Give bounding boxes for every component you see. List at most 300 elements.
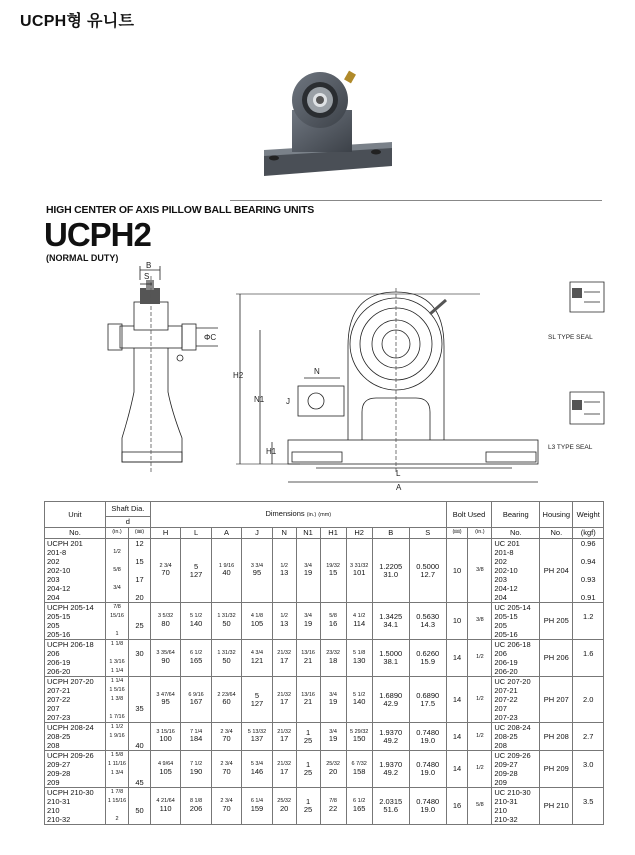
- shaft-in-cell-line: [107, 539, 127, 548]
- dim-value: 20: [279, 803, 289, 813]
- weight-cell-line: [574, 548, 602, 557]
- bearing-no-cell-line: UC 210-30: [494, 788, 531, 797]
- dim-cell-h: [150, 677, 180, 723]
- dim-cell-l: [181, 677, 211, 723]
- dim-cell-h: [150, 788, 180, 825]
- shaft-mm-cell-line: 30: [135, 649, 144, 658]
- bearing-no-cell-line: 202: [494, 557, 507, 566]
- bearing-no-cell-line: 206-19: [494, 658, 518, 667]
- weight-cell-line: 0.96: [580, 539, 596, 548]
- dim-value: 3/4: [304, 613, 312, 620]
- dim-value: 70: [222, 766, 231, 776]
- weight-cell-line: [574, 723, 602, 732]
- dim-cell-h: [150, 640, 180, 677]
- dim-cell-j: [242, 723, 272, 751]
- dim-value: 8 1/8: [189, 798, 203, 805]
- bearing-header: Bearing: [492, 502, 540, 528]
- dim-value: 3 15/16: [156, 728, 175, 735]
- dim-label-h: N1: [254, 395, 265, 404]
- bearing-no-cell-line: 210-32: [494, 815, 518, 824]
- dim-value: 25: [303, 768, 313, 777]
- dim-value: 1.3425: [379, 612, 403, 622]
- dim-cell-h1: [320, 788, 346, 825]
- dim-label-h2: H2: [233, 371, 244, 380]
- col-s: S: [409, 528, 446, 539]
- shaft-in-cell-line: 1 15/16: [107, 798, 127, 804]
- shaft-in-cell-line: [107, 593, 127, 602]
- bolt-in-cell: 5/8: [468, 788, 492, 825]
- dim-value: 1: [305, 727, 311, 737]
- shaft-in-cell-line: 1 7/8: [110, 789, 124, 795]
- weight-cell-line: [574, 667, 602, 676]
- dim-cell-a: [211, 751, 241, 788]
- bearing-no-cell-line: 205-15: [494, 612, 518, 621]
- table-row: [45, 640, 604, 677]
- weight-cell-line: 1.2: [582, 612, 594, 621]
- weight-cell-line: [574, 603, 602, 612]
- dim-value: 40: [222, 568, 231, 578]
- dim-cell-j: [242, 603, 272, 640]
- bearing-no-cell-line: UC 207-20: [494, 677, 531, 686]
- dim-value: 1.5000: [379, 649, 403, 659]
- dim-cell-h2: [346, 603, 372, 640]
- unit-no-header: No.: [45, 528, 106, 539]
- dim-value: 3 3/4: [250, 562, 264, 569]
- shaft-in-cell-line: 5/8: [113, 567, 121, 573]
- dim-value: 1.2205: [379, 561, 403, 571]
- sl-seal-inset: [570, 282, 604, 312]
- shaft-mm-cell-line: [130, 751, 149, 760]
- dim-value: 4 1/8: [250, 613, 264, 620]
- dim-value: 23/32: [326, 650, 340, 657]
- dim-value: 140: [189, 618, 203, 628]
- dim-value: 105: [250, 618, 264, 628]
- weight-cell-line: 0.91: [580, 593, 596, 602]
- bearing-no-cell-line: 207: [494, 704, 507, 713]
- weight-cell-line: [574, 686, 602, 695]
- unit-no-cell: [45, 539, 106, 603]
- shaft-in-cell-line: 1 5/16: [109, 687, 125, 693]
- dim-cell-n: [272, 751, 296, 788]
- dim-value: 60: [222, 697, 231, 707]
- dim-value: 1.6890: [379, 690, 403, 700]
- dim-value: 5 13/32: [247, 728, 267, 735]
- unit-no-cell-line: 208-25: [47, 732, 71, 741]
- dim-value: 5 1/2: [353, 691, 366, 698]
- dim-value: 3 31/32: [349, 562, 369, 569]
- bolt-header: Bolt Used: [446, 502, 492, 528]
- dim-cell-n: [272, 788, 296, 825]
- shaft-in-cell-line: 1 3/4: [110, 770, 124, 776]
- dim-value: 6 7/32: [351, 761, 367, 768]
- unit-no-cell-line: 206: [47, 649, 60, 658]
- dim-cell-h1: [320, 603, 346, 640]
- shaft-in-cell-line: [107, 575, 127, 584]
- dim-cell-b: [372, 603, 409, 640]
- dim-value: 5 3/4: [250, 761, 264, 768]
- dim-value: 14.3: [420, 620, 435, 629]
- dim-cell-l: [181, 640, 211, 677]
- dim-value: 21/32: [277, 728, 292, 735]
- dim-value: 3/4: [329, 728, 337, 735]
- l3-seal-inset: [570, 392, 604, 424]
- dim-value: 13: [279, 568, 289, 578]
- dim-cell-l: [181, 603, 211, 640]
- shaft-in-cell: [105, 539, 128, 603]
- bearing-no-cell-line: UC 201: [494, 539, 520, 548]
- dim-cell-s: [409, 677, 446, 723]
- dim-value: 18: [328, 655, 338, 665]
- dim-value: 3 5/32: [157, 613, 174, 620]
- dim-value: 0.7480: [416, 760, 440, 770]
- dim-cell-h: [150, 723, 180, 751]
- shaft-mm-cell-line: [130, 658, 149, 667]
- shaft-mm-header: (㎜): [129, 528, 151, 539]
- dim-value: 5: [193, 561, 199, 571]
- dim-cell-h1: [320, 677, 346, 723]
- dim-value: 0.6260: [416, 649, 440, 659]
- dim-value: 2 3/4: [159, 562, 172, 569]
- housing-header: Housing: [540, 502, 573, 528]
- bolt-in-cell: 1/2: [468, 723, 492, 751]
- shaft-mm-cell-line: [130, 788, 149, 797]
- unit-no-cell-line: 202: [47, 557, 60, 566]
- weight-cell-line: [574, 769, 602, 778]
- unit-no-cell-line: 210: [47, 806, 60, 815]
- dim-cell-b: [372, 677, 409, 723]
- dim-value: 4 1/2: [353, 613, 366, 620]
- dim-value: 165: [189, 655, 203, 665]
- dim-value: 7 1/2: [189, 761, 203, 768]
- unit-no-cell-line: 207-22: [47, 695, 71, 704]
- shaft-mm-cell-line: [130, 686, 149, 695]
- dim-cell-l: [181, 723, 211, 751]
- unit-no-cell-line: UCPH 201: [47, 539, 83, 548]
- dim-value: 100: [159, 734, 172, 744]
- dim-value: 5: [254, 690, 260, 700]
- unit-no-cell-line: UCPH 210-30: [47, 788, 94, 797]
- col-h: H: [150, 528, 180, 539]
- unit-no-cell-line: 209-27: [47, 760, 71, 769]
- dim-value: 184: [189, 734, 203, 744]
- bearing-no-cell: [492, 751, 540, 788]
- shaft-mm-cell: [129, 788, 151, 825]
- shaft-mm-cell-line: [130, 667, 149, 676]
- bolt-mm-cell: 10: [446, 603, 468, 640]
- dim-value: 19.0: [420, 768, 435, 777]
- col-a: A: [211, 528, 241, 539]
- unit-no-cell-line: 209-28: [47, 769, 71, 778]
- dim-cell-h1: [320, 539, 346, 603]
- dim-value: 6 1/2: [189, 650, 203, 657]
- dim-cell-h2: [346, 788, 372, 825]
- weight-cell: [573, 539, 604, 603]
- dim-value: 95: [252, 568, 262, 578]
- weight-cell-line: [574, 677, 602, 686]
- bearing-no-cell-line: 204: [494, 593, 507, 602]
- dim-value: 1/2: [280, 613, 288, 620]
- shaft-mm-cell-line: [130, 713, 149, 722]
- weight-cell: [573, 640, 604, 677]
- dim-cell-n: [272, 640, 296, 677]
- dim-cell-a: [211, 677, 241, 723]
- bolt-mm-cell: 14: [446, 751, 468, 788]
- spec-table-body: [45, 539, 604, 825]
- dim-value: 95: [161, 697, 170, 707]
- shaft-in-cell: [105, 788, 128, 825]
- shaft-in-cell-line: 1 5/8: [110, 752, 124, 758]
- dim-label-phic: ΦC: [204, 333, 217, 342]
- dim-cell-j: [242, 677, 272, 723]
- shaft-mm-cell-line: 17: [135, 575, 144, 584]
- dim-value: 25/32: [326, 761, 340, 768]
- weight-cell-line: [574, 630, 602, 639]
- housing-no-header: No.: [540, 528, 573, 539]
- shaft-in-cell: [105, 677, 128, 723]
- header-rule: [230, 200, 602, 201]
- unit-no-cell-line: 202-10: [47, 566, 71, 575]
- bearing-no-cell-line: 206-20: [494, 667, 518, 676]
- bearing-no-cell: [492, 723, 540, 751]
- shaft-in-cell-line: 1 11/16: [108, 761, 126, 767]
- dim-value: 1.9370: [379, 727, 403, 737]
- unit-no-cell: [45, 751, 106, 788]
- weight-cell: [573, 751, 604, 788]
- bearing-no-cell-line: 207-21: [494, 686, 518, 695]
- dim-value: 22: [328, 803, 338, 813]
- unit-no-cell-line: 207-23: [47, 713, 71, 722]
- dim-cell-n1: [296, 677, 320, 723]
- dim-cell-h2: [346, 539, 372, 603]
- table-row: [45, 603, 604, 640]
- dim-value: 2 23/64: [217, 691, 236, 698]
- bearing-no-cell-line: UC 205-14: [494, 603, 531, 612]
- shaft-header: Shaft Dia.: [105, 502, 150, 517]
- dim-value: 19: [303, 618, 313, 628]
- weight-cell-line: 3.0: [582, 760, 594, 769]
- dim-value: 158: [352, 766, 366, 776]
- dim-value: 50: [222, 655, 231, 665]
- shaft-in-cell-line: [107, 649, 127, 658]
- housing-no-cell: PH 205: [540, 603, 573, 640]
- bolt-mm-cell: 10: [446, 539, 468, 603]
- bearing-no-cell-line: 205: [494, 621, 507, 630]
- weight-cell: [573, 603, 604, 640]
- dim-value: 137: [250, 734, 264, 744]
- col-b: B: [372, 528, 409, 539]
- shaft-mm-cell-line: 35: [135, 704, 144, 713]
- dim-value: 2 3/4: [220, 798, 233, 805]
- dim-value: 21/32: [277, 761, 292, 768]
- unit-no-cell-line: 207-21: [47, 686, 71, 695]
- unit-no-cell-line: 205-16: [47, 630, 71, 639]
- dim-cell-h2: [346, 677, 372, 723]
- bearing-no-cell-line: UC 209-26: [494, 751, 531, 760]
- shaft-in-cell-line: 2: [115, 816, 119, 822]
- bearing-no-cell-line: 208-25: [494, 732, 518, 741]
- dim-cell-s: [409, 640, 446, 677]
- shaft-mm-cell-line: [130, 548, 149, 557]
- dim-value: 7/8: [329, 798, 337, 805]
- housing-no-cell: PH 210: [540, 788, 573, 825]
- dim-value: 38.1: [383, 657, 399, 666]
- dim-value: 13/16: [301, 650, 315, 657]
- dim-cell-b: [372, 751, 409, 788]
- dim-label-b: B: [146, 262, 152, 270]
- dim-label-j: L: [396, 469, 401, 478]
- shaft-mm-cell: [129, 539, 151, 603]
- unit-no-cell: [45, 723, 106, 751]
- dim-value: 110: [159, 803, 172, 813]
- table-row: [45, 788, 604, 825]
- dim-cell-n1: [296, 539, 320, 603]
- shaft-in-cell-line: [107, 778, 127, 787]
- dim-value: 121: [250, 655, 264, 665]
- bearing-no-cell-line: 202-10: [494, 566, 518, 575]
- dim-cell-b: [372, 640, 409, 677]
- shaft-in-cell-line: 1 1/2: [110, 724, 124, 730]
- dim-value: 19/32: [326, 562, 340, 569]
- dim-value: 19: [328, 734, 338, 744]
- bolt-mm-header: (㎜): [446, 528, 468, 539]
- housing-no-cell: PH 208: [540, 723, 573, 751]
- page-title: UCPH형 유니트: [20, 13, 135, 30]
- unit-no-cell: [45, 603, 106, 640]
- dim-cell-n1: [296, 751, 320, 788]
- shaft-d-header: d: [105, 517, 150, 528]
- dim-cell-a: [211, 723, 241, 751]
- dim-value: 5/8: [329, 613, 337, 620]
- dim-label-s: S: [144, 272, 150, 281]
- unit-no-cell-line: 206-19: [47, 658, 71, 667]
- dim-value: 1 9/16: [218, 562, 235, 569]
- unit-no-cell: [45, 788, 106, 825]
- shaft-mm-cell-line: [130, 612, 149, 621]
- unit-header: Unit: [45, 502, 106, 528]
- unit-no-cell-line: UCPH 209-26: [47, 751, 94, 760]
- weight-cell-line: [574, 566, 602, 575]
- table-row: [45, 723, 604, 751]
- unit-no-cell-line: 208: [47, 741, 60, 750]
- dim-value: 15: [328, 568, 338, 578]
- bearing-no-cell-line: 210: [494, 806, 507, 815]
- dim-cell-b: [372, 788, 409, 825]
- weight-cell-line: [574, 806, 602, 815]
- unit-no-cell-line: UCPH 208-24: [47, 723, 94, 732]
- shaft-in-cell-line: 15/16: [110, 613, 124, 619]
- dim-value: 3/4: [329, 691, 337, 698]
- dim-value: 6 1/2: [353, 798, 366, 805]
- dim-cell-a: [211, 640, 241, 677]
- dim-cell-s: [409, 539, 446, 603]
- dim-value: 25/32: [277, 798, 292, 805]
- weight-cell-line: [574, 751, 602, 760]
- weight-cell-line: 0.93: [580, 575, 596, 584]
- dim-value: 4 3/4: [250, 650, 264, 657]
- dim-value: 130: [352, 655, 366, 665]
- dim-value: 127: [189, 569, 203, 579]
- weight-cell: [573, 677, 604, 723]
- dim-cell-h: [150, 603, 180, 640]
- shaft-in-cell-line: 1 1/8: [110, 641, 124, 647]
- bolt-mm-cell: 16: [446, 788, 468, 825]
- bearing-no-cell: [492, 677, 540, 723]
- unit-no-cell-line: 207: [47, 704, 60, 713]
- weight-cell: [573, 788, 604, 825]
- l3-seal-label: L3 TYPE SEAL: [548, 444, 593, 451]
- dimensions-header: Dimensions (in.) (mm): [150, 502, 446, 528]
- weight-cell-line: [574, 584, 602, 593]
- unit-no-cell-line: 209: [47, 778, 60, 787]
- shaft-in-cell-line: [107, 704, 127, 713]
- dim-cell-j: [242, 640, 272, 677]
- bearing-no-cell-line: 210-31: [494, 797, 518, 806]
- weight-cell-line: 2.7: [582, 732, 594, 741]
- dim-value: 2.0315: [379, 797, 403, 807]
- dim-cell-j: [242, 788, 272, 825]
- bolt-in-cell: 3/8: [468, 539, 492, 603]
- dim-value: 49.2: [383, 768, 399, 777]
- dim-value: 206: [189, 803, 203, 813]
- shaft-in-cell-line: 1 1/4: [110, 678, 124, 684]
- side-view-drawing: [108, 262, 218, 472]
- weight-unit-header: (kgf): [573, 528, 604, 539]
- dim-value: 17: [279, 655, 289, 665]
- housing-no-cell: PH 206: [540, 640, 573, 677]
- dim-value: 17: [279, 697, 289, 707]
- dim-value: 4 21/64: [156, 798, 175, 805]
- shaft-mm-cell-line: [130, 603, 149, 612]
- shaft-mm-cell-line: 50: [135, 806, 144, 815]
- dim-value: 16: [328, 618, 338, 628]
- bearing-no-cell-line: 203: [494, 575, 507, 584]
- shaft-mm-cell-line: 20: [135, 593, 144, 602]
- dim-cell-n: [272, 539, 296, 603]
- bolt-in-cell: 1/2: [468, 751, 492, 788]
- dim-value: 70: [161, 568, 170, 578]
- bolt-mm-cell: 14: [446, 677, 468, 723]
- dim-value: 6 1/4: [250, 798, 264, 805]
- dim-value: 127: [250, 698, 264, 708]
- dim-cell-h: [150, 539, 180, 603]
- shaft-mm-cell: [129, 751, 151, 788]
- dim-value: 190: [189, 766, 203, 776]
- shaft-in-cell: [105, 751, 128, 788]
- shaft-mm-cell-line: [130, 640, 149, 649]
- dim-value: 0.5000: [416, 561, 440, 571]
- dim-label-n: J: [286, 397, 290, 406]
- shaft-mm-cell-line: 15: [135, 557, 144, 566]
- unit-no-cell-line: 210-32: [47, 815, 71, 824]
- duty-label: (NORMAL DUTY): [46, 253, 119, 263]
- shaft-mm-cell-line: [130, 566, 149, 575]
- dim-cell-s: [409, 603, 446, 640]
- unit-no-cell-line: UCPH 207-20: [47, 677, 94, 686]
- bolt-in-cell: 1/2: [468, 677, 492, 723]
- shaft-mm-cell: [129, 640, 151, 677]
- dim-cell-s: [409, 751, 446, 788]
- dim-value: 80: [161, 618, 170, 628]
- dim-value: 51.6: [383, 805, 399, 814]
- dim-value: 4 9/64: [157, 761, 174, 768]
- product-photo: [258, 66, 398, 182]
- weight-cell: [573, 723, 604, 751]
- col-h2: H2: [346, 528, 372, 539]
- dim-cell-n1: [296, 603, 320, 640]
- dim-cell-n1: [296, 640, 320, 677]
- dim-value: 21/32: [277, 691, 292, 698]
- dim-cell-h: [150, 751, 180, 788]
